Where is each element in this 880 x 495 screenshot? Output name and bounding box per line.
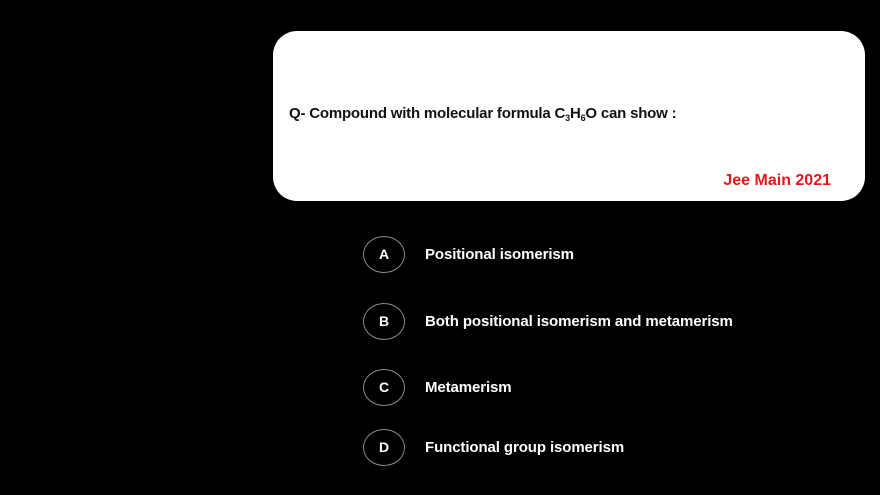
option-a[interactable]	[363, 234, 574, 274]
option-d[interactable]	[363, 427, 624, 467]
option-c-text[interactable]: Metamerism	[425, 378, 512, 396]
option-b-badge[interactable]: B	[363, 303, 405, 340]
formula-carbon-count: 3	[565, 113, 570, 123]
formula-carbon: C	[554, 105, 566, 122]
option-c-badge[interactable]: C	[363, 369, 405, 406]
formula-hydrogen-count: 6	[580, 113, 586, 123]
option-b[interactable]	[363, 301, 733, 341]
formula-hydrogen: H	[569, 105, 581, 122]
option-d-badge[interactable]: D	[363, 429, 405, 466]
question-prefix: Q- Compound with molecular formula	[289, 105, 555, 122]
option-a-badge[interactable]: A	[363, 236, 405, 273]
question-suffix: can show :	[596, 105, 677, 122]
question-card	[273, 31, 865, 201]
option-c[interactable]	[363, 367, 512, 407]
option-a-text[interactable]: Positional isomerism	[425, 245, 574, 263]
formula-oxygen: O	[585, 105, 597, 122]
option-b-text[interactable]: Both positional isomerism and metamerism	[425, 312, 733, 330]
question-text	[289, 105, 676, 122]
exam-tag: Jee Main 2021	[723, 172, 831, 189]
option-d-text[interactable]: Functional group isomerism	[425, 438, 625, 456]
